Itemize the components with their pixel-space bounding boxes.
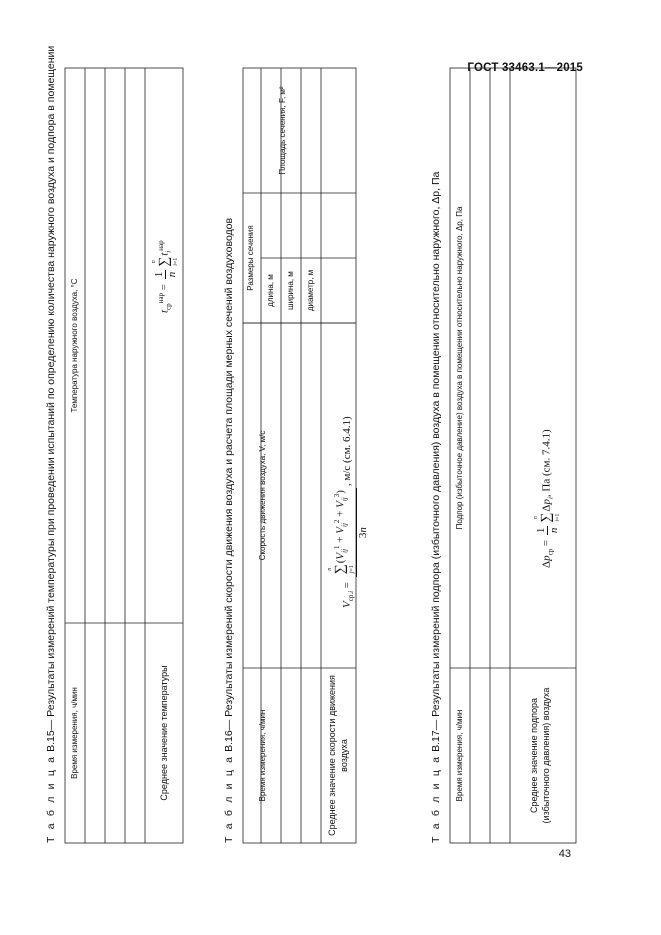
b15-avg-formula: $t_{ср}^{нар}$ = 1 n n ∑ i=1 $t_i^{нар}$ bbox=[151, 240, 179, 313]
b16-avg-formula: $V_{ср.i}$ = n ∑ j=1 $(V_{ij}^1 + V_{ij}^2 + V_{ij}^3)$ 3n , м/с (см. 6.4.1) bbox=[327, 416, 369, 608]
page-number: 43 bbox=[558, 848, 571, 860]
table-grid-lines bbox=[38, 78, 598, 868]
b16-avg-label: Среднее значение скорости движения воздуха bbox=[327, 675, 349, 836]
b17-col-time: Время измерения, ч/мин bbox=[455, 709, 464, 802]
b16-col-length: длина, м bbox=[266, 274, 275, 307]
b16-title: Т а б л и ц а В.16— Результаты измерений скорости движения воздуха и расчета площади мерных сечений воздуховодов bbox=[223, 217, 235, 843]
b17-title: Т а б л и ц а В.17— Результаты измерений подпора (избыточного давления) воздуха в помещении относительно наружного, Δp, Па bbox=[430, 171, 442, 843]
standard-header: ГОСТ 33463.1—2015 bbox=[467, 62, 583, 74]
b16-col-diameter: диаметр, м bbox=[306, 269, 315, 312]
b16-col-width: ширина, м bbox=[286, 271, 295, 310]
b16-col-area: Площадь сечения, F, м² bbox=[278, 86, 287, 175]
b16-col-size: Размеры сечения bbox=[246, 225, 255, 291]
b16-col-speed: Скорость движения воздуха, V, м/с bbox=[258, 430, 267, 561]
b17-col-pressure: Подпор (избыточное давление) воздуха в помещении относительно наружного, Δp, Па bbox=[455, 206, 464, 530]
b16-col-time: Время измерения, ч/мин bbox=[258, 709, 267, 802]
b17-avg-label: Среднее значение подпора (избыточного давления) воздуха bbox=[529, 687, 551, 824]
b17-avg-formula: $\Delta p_{ср}$ = 1 n n ∑ i=1 $\Delta p_i$, Па (см. 7.4.1) bbox=[533, 429, 561, 568]
b15-title: Т а б л и ц а В.15— Результаты измерений температуры при проведении испытаний по определению количества наружного воздуха и подпора в помещении bbox=[45, 45, 57, 843]
b15-avg-label: Среднее значение температуры bbox=[159, 665, 169, 801]
b15-col-time: Время измерения, ч/мин bbox=[70, 687, 79, 779]
b15-col-temp: Температура наружного воздуха, °С bbox=[70, 278, 79, 413]
